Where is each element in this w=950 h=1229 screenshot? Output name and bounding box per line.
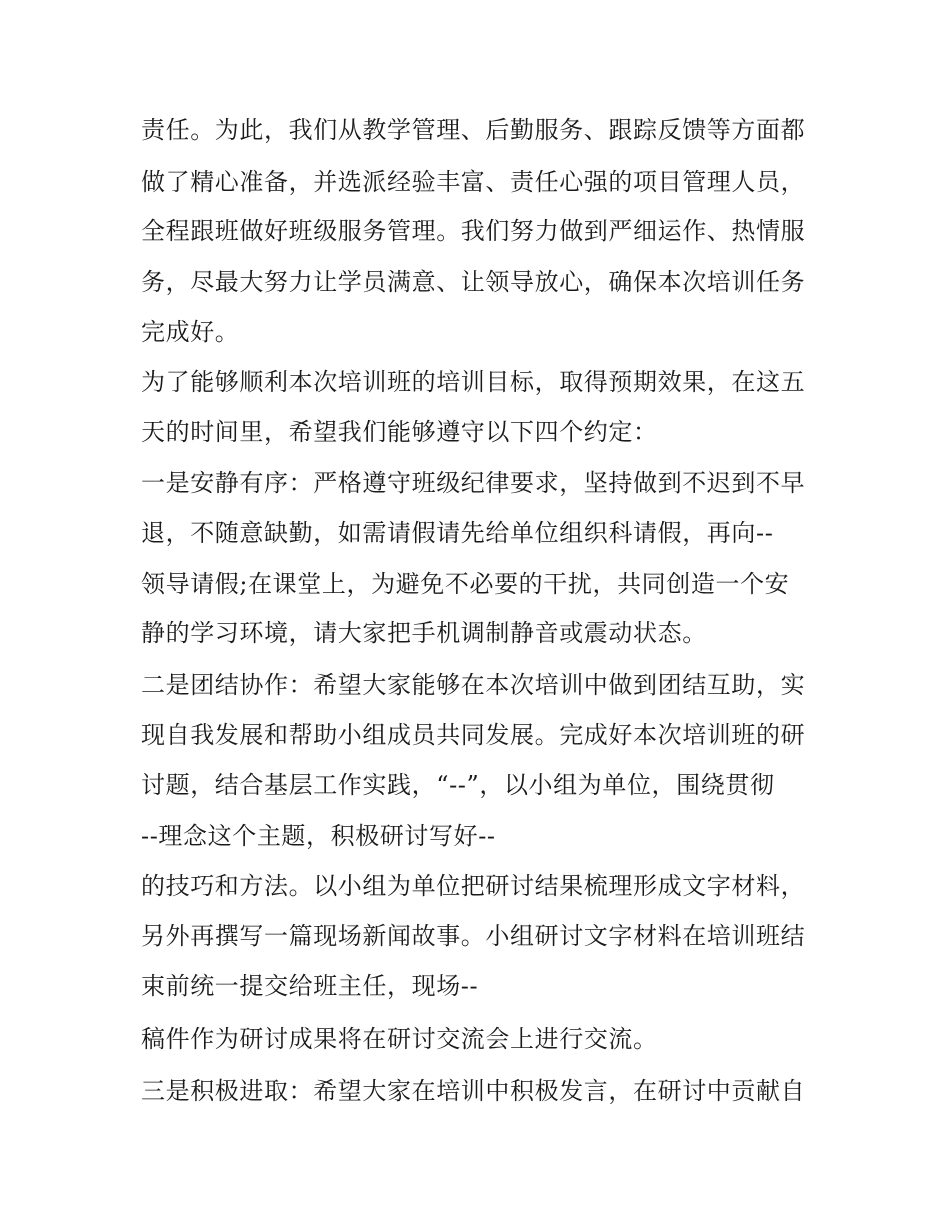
paragraph-line: 完成好。 xyxy=(141,318,240,346)
paragraph-line: 另外再撰写一篇现场新闻故事。小组研讨文字材料在培训班结 xyxy=(141,922,806,950)
paragraph-line: 务，尽最大努力让学员满意、让领导放心，确保本次培训任务 xyxy=(141,268,806,296)
paragraph-line: 为了能够顺利本次培训班的培训目标，取得预期效果，在这五 xyxy=(141,368,806,396)
paragraph-line: 二是团结协作：希望大家能够在本次培训中做到团结互助，实 xyxy=(141,671,806,699)
paragraph-line: 束前统一提交给班主任，现场-- xyxy=(141,972,479,1000)
paragraph-line: 静的学习环境，请大家把手机调制静音或震动状态。 xyxy=(141,619,707,647)
paragraph-line: 现自我发展和帮助小组成员共同发展。完成好本次培训班的研 xyxy=(141,721,806,749)
paragraph-line: 退，不随意缺勤，如需请假请先给单位组织科请假，再向-- xyxy=(141,519,774,547)
paragraph-line: 全程跟班做好班级服务管理。我们努力做到严细运作、热情服 xyxy=(141,217,806,245)
paragraph-line: 三是积极进取：希望大家在培训中积极发言，在研讨中贡献自 xyxy=(141,1077,806,1105)
paragraph-line: 讨题，结合基层工作实践，“--”，以小组为单位，围绕贯彻 xyxy=(141,771,775,799)
paragraph-line: --理念这个主题，积极研讨写好-- xyxy=(141,822,496,850)
paragraph-line: 稿件作为研讨成果将在研讨交流会上进行交流。 xyxy=(141,1025,658,1053)
paragraph-line: 做了精心准备，并选派经验丰富、责任心强的项目管理人员， xyxy=(141,168,806,196)
paragraph-line: 的技巧和方法。以小组为单位把研讨结果梳理形成文字材料， xyxy=(141,872,806,900)
paragraph-line: 领导请假;在课堂上，为避免不必要的干扰，共同创造一个安 xyxy=(141,570,790,598)
paragraph-line: 责任。为此，我们从教学管理、后勤服务、跟踪反馈等方面都 xyxy=(141,116,806,144)
paragraph-line: 一是安静有序：严格遵守班级纪律要求，坚持做到不迟到不早 xyxy=(141,469,806,497)
paragraph-line: 天的时间里，希望我们能够遵守以下四个约定： xyxy=(141,418,658,446)
